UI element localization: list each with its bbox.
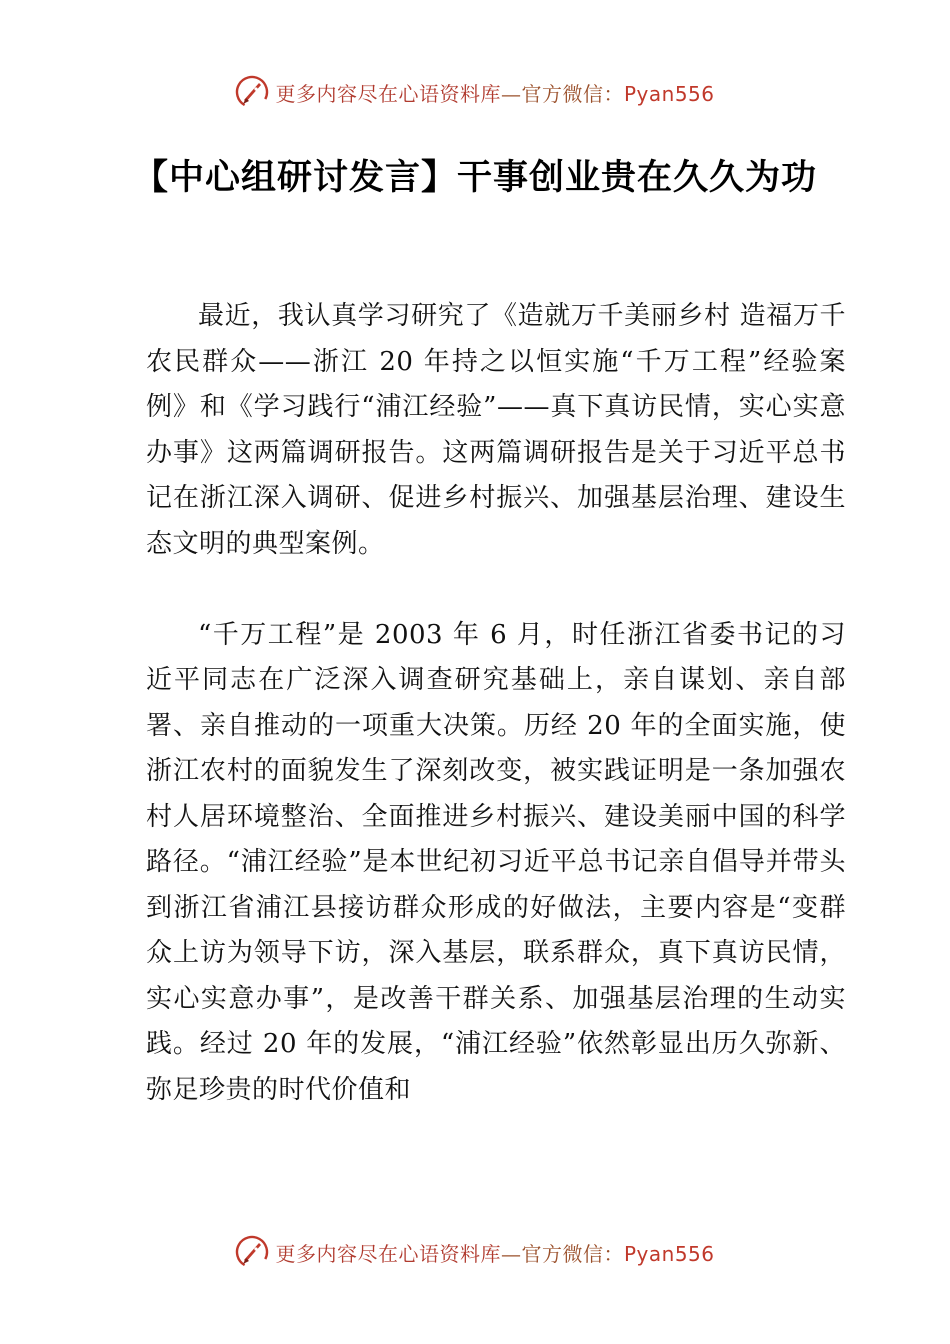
footer-banner xyxy=(0,1232,950,1272)
banner-text xyxy=(275,1238,714,1267)
banner-wechat-id: Pyan556 xyxy=(623,1241,715,1266)
banner-separator: — xyxy=(500,1241,522,1266)
body-paragraph-1: 最近，我认真学习研究了《造就万千美丽乡村 造福万千农民群众——浙江 20 年持之以恒实施“千万工程”经验案例》和《学习践行“浦江经验”——真下真访民情，实心实意办事》这两篇调研报告。这两篇调研报告是关于习近平总书记在浙江深入调研、促进乡村振兴、加强基层治理、建设生态文明的典型案例。 xyxy=(146,301,846,559)
body-paragraph-2: “千万工程”是 2003 年 6 月，时任浙江省委书记的习近平同志在广泛深入调查研究基础上，亲自谋划、亲自部署、亲自推动的一项重大决策。历经 20 年的全面实施，使浙江农村的面貌发生了深刻改变，被实践证明是一条加强农村人居环境整治、全面推进乡村振兴、建设美丽中国的科学路径。“浦江经验”是本世纪初习近平总书记亲自倡导并带头到浙江省浦江县接访群众形成的好做法，主要内容是“变群众上访为领导下访，深入基层，联系群众，真下真访民情，实心实意办事”，是改善干群关系、加强基层治理的生动实践。经过 20 年的发展，“浦江经验”依然彰显出历久弥新、弥足珍贵的时代价值和 xyxy=(146,619,846,1105)
banner-lead-text: 更多内容尽在心语资料库 xyxy=(275,1241,501,1266)
banner-wechat-id: Pyan556 xyxy=(623,81,715,106)
banner-wechat-label: 官方微信： xyxy=(521,1241,624,1266)
banner-lead-text: 更多内容尽在心语资料库 xyxy=(275,81,501,106)
document-body xyxy=(146,294,846,1113)
header-banner xyxy=(0,72,950,112)
banner-text xyxy=(275,78,714,107)
document-title: 【中心组研讨发言】干事创业贵在久久为功 xyxy=(132,158,817,198)
banner-wechat-label: 官方微信： xyxy=(521,81,624,106)
banner-separator: — xyxy=(500,81,522,106)
quill-pen-logo-icon xyxy=(235,1235,269,1269)
quill-pen-logo-icon xyxy=(235,75,269,109)
